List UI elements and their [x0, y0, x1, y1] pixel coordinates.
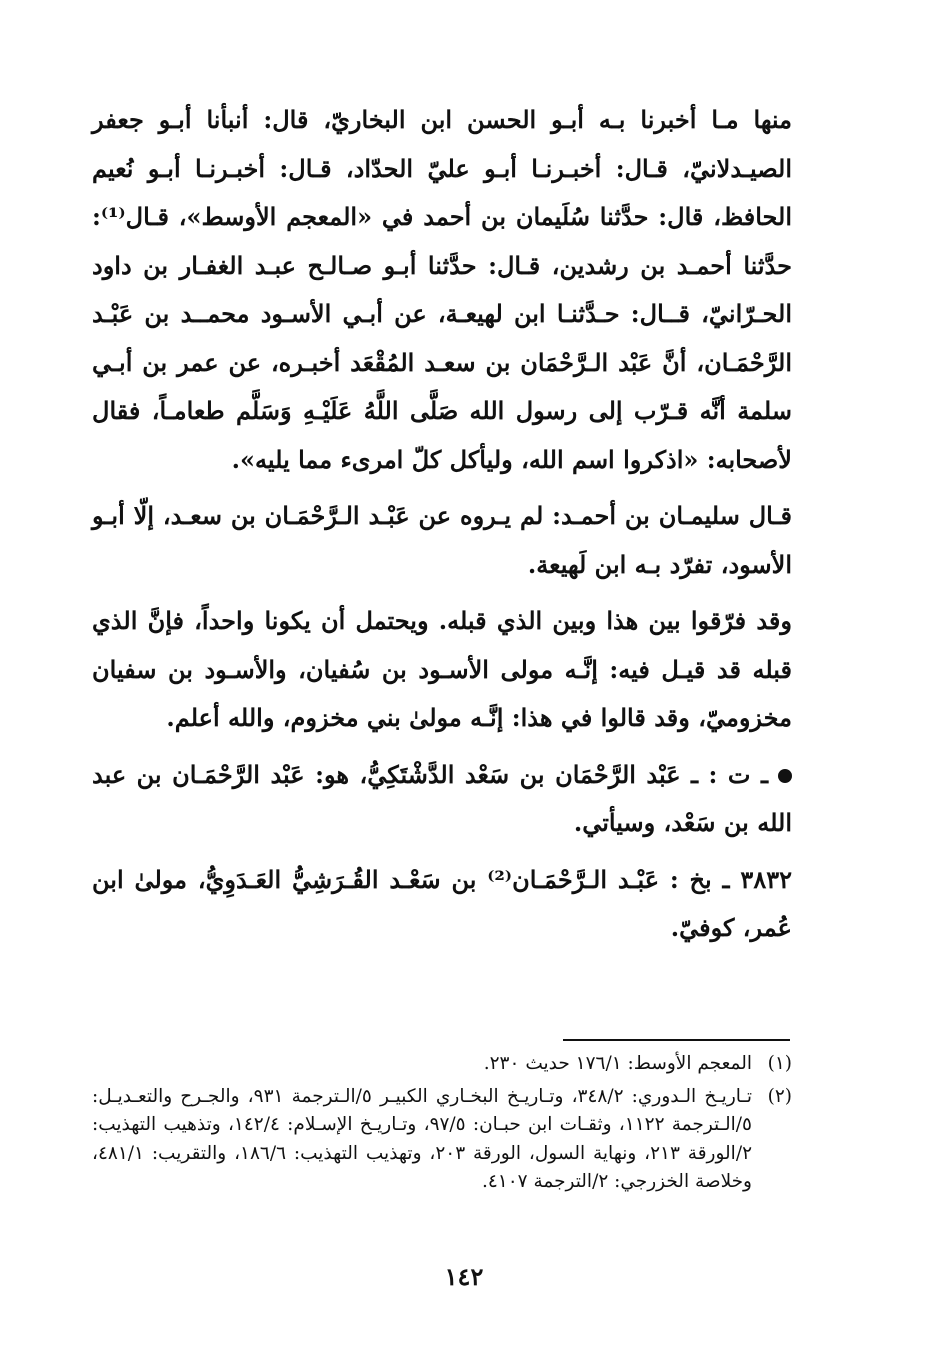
footnote-1 — [92, 1050, 792, 1079]
bullet-icon — [778, 769, 792, 783]
page-number: ١٤٢ — [444, 1262, 484, 1291]
footnote-number: (٢) — [767, 1085, 792, 1107]
footnotes — [92, 1050, 792, 1201]
entry-3832: ٣٨٣٢ ـ بخ : عَبْـد الـرَّحْمَـان⁽²⁾ بن سَعْـد القُـرَشِيُّ العَـدَوِيُّ، مولىٰ ابن عُمر، كوفيّ. — [92, 864, 792, 942]
paragraph-differentiation: وقد فرّقوا بين هذا وبين الذي قبله. ويحتمل أن يكونا واحداً، فإنَّ الذي قبله قد قيـل فيه: إنَّـه مولى الأسـود بن سُفيان، والأسـود بن سفيان مخزوميّ، وقد قالوا في هذا: إنَّـه مولىٰ بني مخزوم، والله أعلم. — [92, 606, 792, 732]
entry-dashtaki-text: ـ ت : ـ عَبْد الرَّحْمَان بن سَعْد الدَّشْتَكِيُّ، هو: عَبْد الرَّحْمَـان بن عبد الله بن سَعْد، وسيأتي. — [92, 759, 792, 837]
footnote-2 — [92, 1083, 792, 1197]
paragraph-hadith-chain: منها مـا أخبرنا بـه أبـو الحسن ابن البخاريّ، قال: أنبأنا أبـو جعفر الصيـدلانيّ، قـال: أخبـرنـا أبـو عليّ الحدّاد، قـال: أخبـرنـا أبـو نُعيم الحافظ، قال: حدَّثنا سُلَيمان بن أحمد في «المعجم الأوسط»، قـال⁽¹⁾: حدَّثنا أحمـد بن رشدين، قـال: حدَّثنا أبـو صـالـح عبـد الغفـار بن داود الحـرّانيّ، قــال: حـدَّثنـا ابن لهيعـة، عن أبـي الأسـود محمــد بن عَبْـد الرَّحْمَـان، أنَّ عَبْد الـرَّحْمَان بن سعـد المُقْعَد أخبـره، عن عمر بن أبـي سلمة أنَّه قـرّب إلى رسول الله صَلَّى اللَّهُ عَلَيْـهِ وَسَلَّم طعامـاً، فقال لأصحابه: «اذكروا اسم الله، وليأكل كلّ امرىء مما يليه». — [92, 105, 792, 474]
footnote-text: المعجم الأوسط: ١٧٦/١ حديث ٢٣٠. — [483, 1053, 752, 1074]
footnote-number: (١) — [767, 1053, 792, 1074]
footnote-divider — [563, 1039, 790, 1041]
entry-dashtaki — [92, 751, 792, 848]
paragraph-sulayman-comment: قـال سليمـان بن أحمـد: لم يـروه عن عَبْـد الـرَّحْمَـان بن سعـد، إلّا أبـو الأسود، تفرّد بـه ابن لَهيعة. — [92, 501, 792, 579]
footnote-text: تـاريـخ الـدوري: ٣٤٨/٢، وتـاريـخ البخـاري الكبيـر ٥/الـترجمة ٩٣١، والجـرح والتعـديـل: ٥/الـترجمة ١١٢٢، وثقـات ابن حبـان: ٩٧/٥، وتـاريـخ الإسـلام: ١٤٢/٤، وتذهيب التهذيب: ٢/الورقة ٢١٣، ونهاية السول، الورقة ٢٠٣، وتهذيب التهذيب: ١٨٦/٦، والتقريب: ٤٨١/١، وخلاصة الخزرجي: ٢/الترجمة ٤١٠٧. — [92, 1085, 752, 1192]
main-text — [92, 96, 792, 953]
